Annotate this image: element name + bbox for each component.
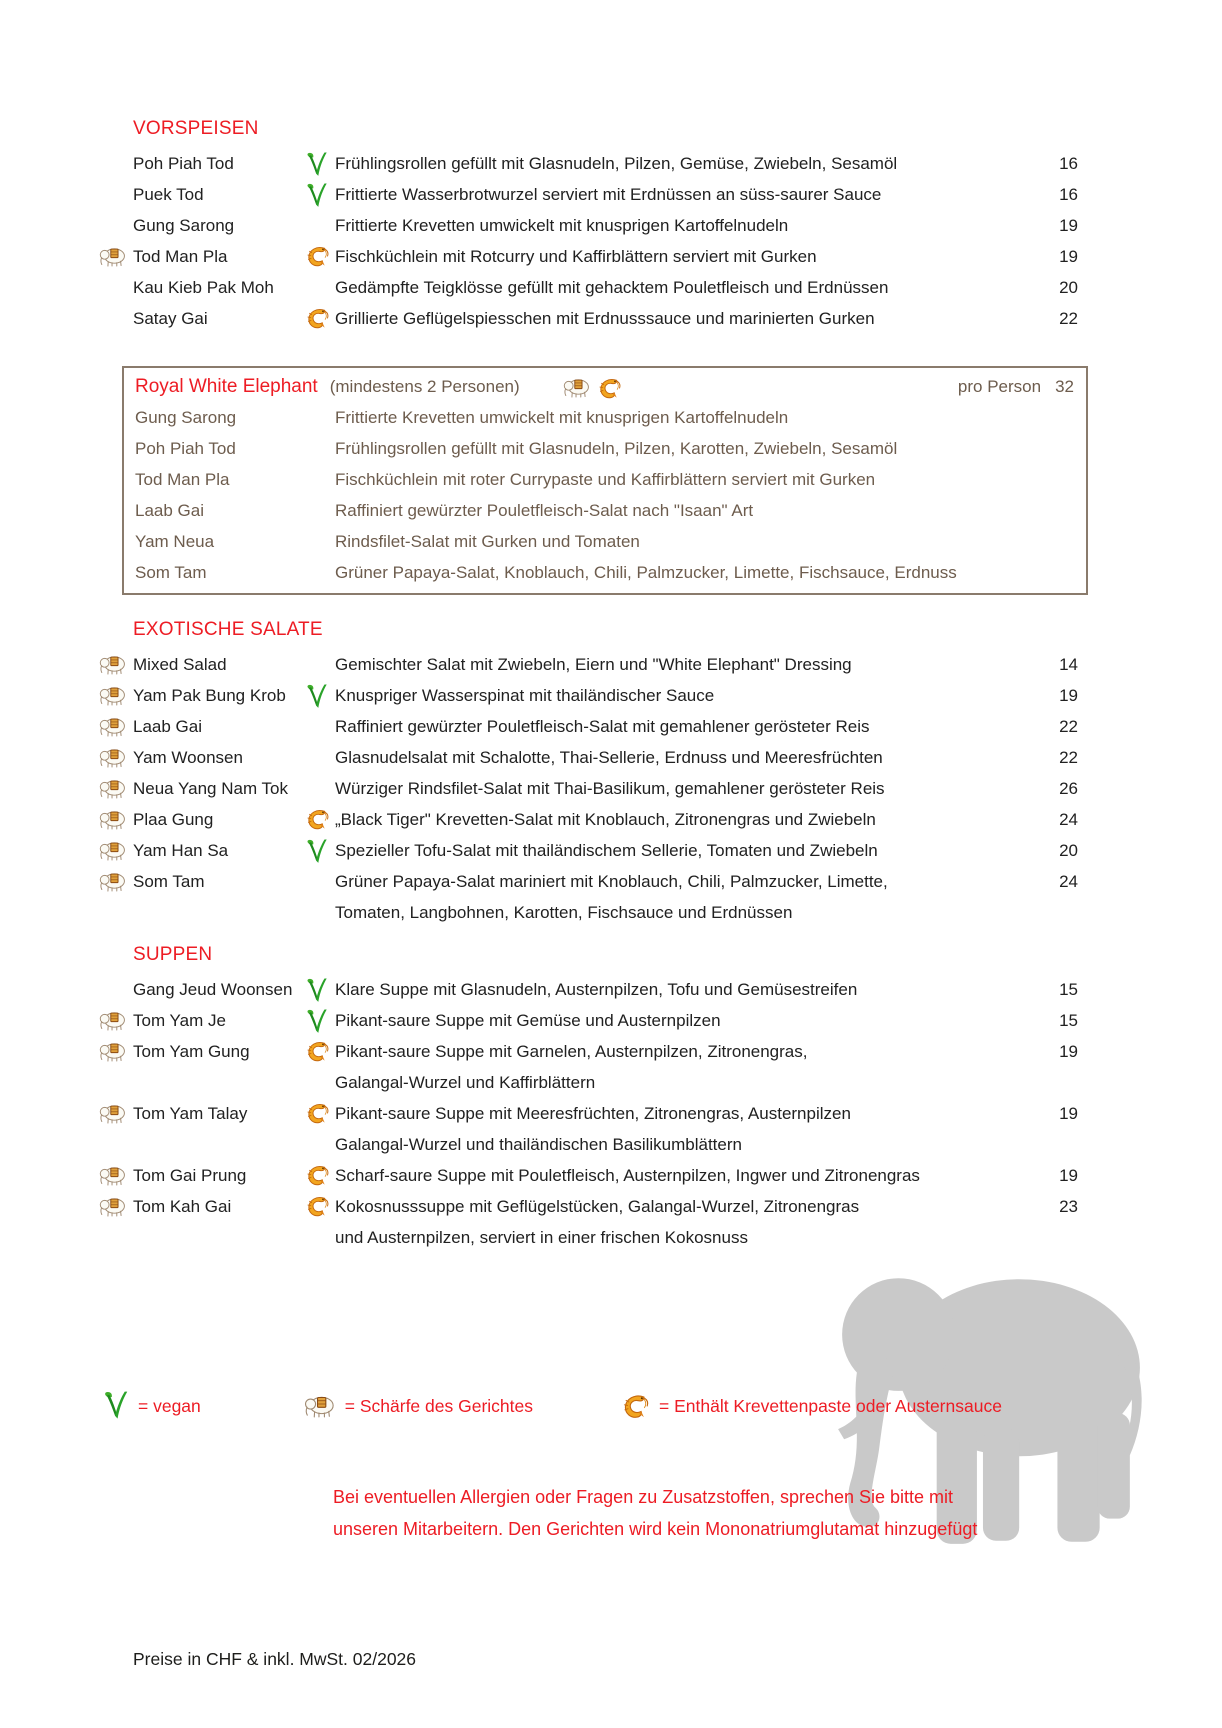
diet-marker-cell (305, 148, 335, 178)
shrimp-icon (305, 245, 335, 268)
dish-price: 26 (1059, 779, 1078, 798)
menu-item-row (98, 773, 1078, 804)
elephant-spicy-icon (98, 716, 133, 737)
diet-marker-cell (305, 272, 335, 276)
dish-description (335, 210, 1033, 241)
dish-description: Fischküchlein mit roter Currypaste und Kaffirblättern serviert mit Gurken (335, 470, 876, 489)
dish-description-line: Pikant-saure Suppe mit Meeresfrüchten, Zitronengras, Austernpilzen (335, 1104, 851, 1123)
dish-description-line: Pikant-saure Suppe mit Gemüse und Austernpilzen (335, 1011, 721, 1030)
elephant-spicy-icon (562, 377, 591, 400)
menu-item-row (98, 649, 1078, 680)
diet-marker-cell (305, 1005, 335, 1035)
dish-description (335, 974, 1033, 1005)
legend-item (102, 1391, 201, 1421)
spicy-marker-cell (98, 1160, 133, 1186)
menu-item-row (98, 303, 1078, 334)
diet-marker-cell (305, 1098, 335, 1125)
diet-marker-cell (305, 303, 335, 330)
royal-box-header (124, 371, 1086, 402)
dish-price: 23 (1059, 1197, 1078, 1216)
dish-name: Tod Man Pla (133, 247, 228, 266)
menu-item-row (98, 1160, 1078, 1191)
dish-price: 24 (1059, 810, 1078, 829)
royal-box-item-row (124, 526, 1086, 557)
diet-marker-cell (305, 179, 335, 209)
vegan-v-icon (305, 183, 335, 209)
per-person-price: 32 (1055, 377, 1074, 396)
dish-description (335, 742, 1033, 773)
dish-description (335, 804, 1033, 835)
spicy-marker-cell (98, 272, 133, 277)
dish-description-line: Frühlingsrollen gefüllt mit Glasnudeln, Pilzen, Gemüse, Zwiebeln, Sesamöl (335, 154, 898, 173)
dish-price: 16 (1059, 154, 1078, 173)
section-title: EXOTISCHE SALATE (133, 619, 323, 640)
royal-box-item-row (124, 495, 1086, 526)
dish-description-line: Grüner Papaya-Salat mariniert mit Knoblauch, Chili, Palmzucker, Limette, (335, 872, 888, 891)
elephant-spicy-icon (98, 1010, 133, 1031)
shrimp-icon (305, 307, 335, 330)
royal-box-item-row (124, 402, 1086, 433)
elephant-spicy-icon (98, 747, 133, 768)
section-exotische-salate (98, 619, 1078, 928)
dish-price: 22 (1059, 717, 1078, 736)
spicy-marker-cell (98, 303, 133, 308)
menu-item-row (98, 866, 1078, 928)
diet-marker-cell (305, 1036, 335, 1063)
vegan-v-icon (305, 684, 335, 710)
elephant-spicy-icon (98, 840, 133, 861)
shrimp-icon (305, 1040, 335, 1063)
dish-description-line: Galangal-Wurzel und Kaffirblättern (335, 1073, 596, 1092)
dish-description (335, 1191, 1033, 1253)
dish-name: Som Tam (135, 563, 207, 582)
menu-item-row (98, 680, 1078, 711)
royal-box-item-row (124, 464, 1086, 495)
dish-description (335, 1098, 1033, 1160)
dish-name: Poh Piah Tod (133, 154, 234, 173)
dish-description: Grüner Papaya-Salat, Knoblauch, Chili, Palmzucker, Limette, Fischsauce, Erdnuss (335, 563, 957, 582)
dish-description-line: Frittierte Krevetten umwickelt mit knusprigen Kartoffelnudeln (335, 216, 789, 235)
dish-price: 19 (1059, 247, 1078, 266)
dish-description-line: Glasnudelsalat mit Schalotte, Thai-Sellerie, Erdnuss und Meeresfrüchten (335, 748, 883, 767)
dish-description (335, 866, 1033, 928)
dish-price: 19 (1059, 1042, 1078, 1061)
dish-name: Tom Yam Je (133, 1011, 226, 1030)
legend-item (303, 1394, 533, 1418)
elephant-spicy-icon (98, 809, 133, 830)
spicy-marker-cell (98, 804, 133, 830)
dish-name: Gang Jeud Woonsen (133, 980, 293, 999)
dish-name: Kau Kieb Pak Moh (133, 278, 274, 297)
dish-description-line: Spezieller Tofu-Salat mit thailändischem Sellerie, Tomaten und Zwiebeln (335, 841, 878, 860)
spicy-marker-cell (98, 711, 133, 737)
menu-item-row (98, 272, 1078, 303)
spicy-marker-cell (98, 835, 133, 861)
diet-marker-cell (305, 974, 335, 1004)
dish-description (335, 773, 1033, 804)
dish-price: 20 (1059, 841, 1078, 860)
dish-name: Poh Piah Tod (135, 439, 236, 458)
diet-marker-cell (305, 866, 335, 870)
dish-description-line: Raffiniert gewürzter Pouletfleisch-Salat mit gemahlener gerösteter Reis (335, 717, 870, 736)
diet-marker-cell (305, 711, 335, 715)
menu-item-row (98, 148, 1078, 179)
dish-description-line: Würziger Rindsfilet-Salat mit Thai-Basilikum, gemahlener gerösteter Reis (335, 779, 885, 798)
dish-description (335, 179, 1033, 210)
dish-name: Yam Pak Bung Krob (133, 686, 286, 705)
dish-price: 16 (1059, 185, 1078, 204)
elephant-spicy-icon (98, 654, 133, 675)
dish-description (335, 241, 1033, 272)
spicy-marker-cell (98, 179, 133, 184)
dish-price: 14 (1059, 655, 1078, 674)
vegan-v-icon (305, 839, 335, 865)
dish-name: Plaa Gung (133, 810, 214, 829)
spicy-marker-cell (98, 148, 133, 153)
dish-description-line: Knuspriger Wasserspinat mit thailändischer Sauce (335, 686, 715, 705)
dish-price: 19 (1059, 216, 1078, 235)
royal-box-subtitle: (mindestens 2 Personen) (329, 377, 520, 396)
dish-description (335, 1005, 1033, 1036)
dish-description: Rindsfilet-Salat mit Gurken und Tomaten (335, 532, 640, 551)
shrimp-icon (305, 1195, 335, 1218)
dish-description: Frühlingsrollen gefüllt mit Glasnudeln, Pilzen, Karotten, Zwiebeln, Sesamöl (335, 439, 898, 458)
dish-price: 19 (1059, 686, 1078, 705)
section-suppen (98, 944, 1078, 1253)
dish-price: 19 (1059, 1166, 1078, 1185)
dish-description-line: Pikant-saure Suppe mit Garnelen, Austernpilzen, Zitronengras, (335, 1042, 808, 1061)
menu-item-row (98, 742, 1078, 773)
vegan-v-icon (305, 152, 335, 178)
menu-item-row (98, 241, 1078, 272)
dish-price: 19 (1059, 1104, 1078, 1123)
spicy-marker-cell (98, 1036, 133, 1062)
menu-item-row (98, 804, 1078, 835)
dish-description (335, 272, 1033, 303)
spicy-marker-cell (98, 742, 133, 768)
menu-item-row (98, 210, 1078, 241)
spicy-marker-cell (98, 773, 133, 799)
dish-description (335, 711, 1033, 742)
section-title: VORSPEISEN (133, 118, 259, 139)
elephant-spicy-icon (98, 1165, 133, 1186)
spicy-marker-cell (98, 649, 133, 675)
dish-name: Puek Tod (133, 185, 204, 204)
menu-item-row (98, 1005, 1078, 1036)
diet-marker-cell (305, 680, 335, 710)
royal-box-price-group (958, 371, 1074, 402)
elephant-spicy-icon (98, 1041, 133, 1062)
dish-description-line: Gemischter Salat mit Zwiebeln, Eiern und "White Elephant" Dressing (335, 655, 852, 674)
shrimp-icon (305, 1164, 335, 1187)
dish-price: 20 (1059, 278, 1078, 297)
diet-marker-cell (305, 773, 335, 777)
menu-item-row (98, 711, 1078, 742)
dish-price: 15 (1059, 980, 1078, 999)
legend-label: = Schärfe des Gerichtes (344, 1395, 533, 1416)
diet-marker-cell (305, 241, 335, 268)
shrimp-icon (621, 1393, 650, 1420)
menu-item-row (98, 974, 1078, 1005)
dish-description (335, 1036, 1033, 1098)
diet-marker-cell (305, 649, 335, 653)
dish-name: Laab Gai (133, 717, 202, 736)
diet-marker-cell (305, 1160, 335, 1187)
dish-name: Yam Neua (135, 532, 215, 551)
vegan-v-icon (102, 1391, 129, 1421)
spicy-marker-cell (98, 210, 133, 215)
section-title: SUPPEN (133, 944, 213, 965)
dish-description-line: Tomaten, Langbohnen, Karotten, Fischsauce und Erdnüssen (335, 903, 793, 922)
allergy-note-line: Bei eventuellen Allergien oder Fragen zu Zusatzstoffen, sprechen Sie bitte mit (333, 1487, 954, 1507)
dish-price: 15 (1059, 1011, 1078, 1030)
legend-row (98, 1391, 1078, 1421)
dish-name: Yam Woonsen (133, 748, 243, 767)
dish-description-line: Frittierte Wasserbrotwurzel serviert mit Erdnüssen an süss-saurer Sauce (335, 185, 882, 204)
royal-box-title: Royal White Elephant (135, 376, 318, 397)
dish-name: Neua Yang Nam Tok (133, 779, 288, 798)
dish-description: Frittierte Krevetten umwickelt mit knusprigen Kartoffelnudeln (335, 408, 789, 427)
dish-name: Tod Man Pla (135, 470, 230, 489)
dish-description-line: und Austernpilzen, serviert in einer frischen Kokosnuss (335, 1228, 748, 1247)
legend-label: = vegan (138, 1395, 201, 1416)
elephant-spicy-icon (98, 1103, 133, 1124)
spicy-marker-cell (98, 1191, 133, 1217)
section-vorspeisen (98, 118, 1078, 334)
shrimp-icon (597, 377, 622, 400)
dish-name: Gung Sarong (135, 408, 237, 427)
dish-description-line: Grillierte Geflügelspiesschen mit Erdnusssauce und marinierten Gurken (335, 309, 875, 328)
dish-name: Tom Yam Talay (133, 1104, 248, 1123)
diet-marker-cell (305, 742, 335, 746)
dish-name: Mixed Salad (133, 655, 227, 674)
dish-description-line: „Black Tiger" Krevetten-Salat mit Knoblauch, Zitronengras und Zwiebeln (335, 810, 876, 829)
per-person-label: pro Person (957, 377, 1042, 396)
dish-name: Laab Gai (135, 501, 204, 520)
dish-name: Tom Yam Gung (133, 1042, 250, 1061)
dish-name: Gung Sarong (133, 216, 235, 235)
dish-description-line: Klare Suppe mit Glasnudeln, Austernpilzen, Tofu und Gemüsestreifen (335, 980, 858, 999)
dish-description (335, 148, 1033, 179)
elephant-spicy-icon (98, 778, 133, 799)
dish-description-line: Fischküchlein mit Rotcurry und Kaffirblättern serviert mit Gurken (335, 247, 817, 266)
menu-item-row (98, 1036, 1078, 1098)
royal-box-item-row (124, 433, 1086, 464)
royal-box-item-row (124, 557, 1086, 588)
diet-marker-cell (305, 835, 335, 865)
elephant-spicy-icon (98, 685, 133, 706)
legend-item (621, 1393, 1002, 1420)
price-footer: Preise in CHF & inkl. MwSt. 02/2026 (133, 1649, 417, 1669)
dish-description (335, 1160, 1033, 1191)
dish-description (335, 680, 1033, 711)
elephant-spicy-icon (98, 871, 133, 892)
dish-price: 22 (1059, 309, 1078, 328)
vegan-v-icon (305, 1009, 335, 1035)
legend-label: = Enthält Krevettenpaste oder Austernsauce (659, 1395, 1002, 1416)
royal-box-icons (562, 377, 622, 400)
spicy-marker-cell (98, 1005, 133, 1031)
elephant-spicy-icon (303, 1394, 336, 1418)
diet-marker-cell (305, 1191, 335, 1218)
diet-marker-cell (305, 804, 335, 831)
dish-name: Tom Kah Gai (133, 1197, 232, 1216)
spicy-marker-cell (98, 866, 133, 892)
dish-name: Tom Gai Prung (133, 1166, 247, 1185)
dish-description (335, 835, 1033, 866)
dish-name: Yam Han Sa (133, 841, 229, 860)
dish-description-line: Gedämpfte Teigklösse gefüllt mit gehacktem Pouletfleisch und Erdnüssen (335, 278, 889, 297)
shrimp-icon (305, 1102, 335, 1125)
menu-item-row (98, 1098, 1078, 1160)
dish-description-line: Kokosnusssuppe mit Geflügelstücken, Galangal-Wurzel, Zitronengras (335, 1197, 860, 1216)
spicy-marker-cell (98, 680, 133, 706)
dish-description-line: Galangal-Wurzel und thailändischen Basilikumblättern (335, 1135, 742, 1154)
dish-description: Raffiniert gewürzter Pouletfleisch-Salat nach "Isaan" Art (335, 501, 754, 520)
royal-white-elephant-box (122, 366, 1088, 595)
vegan-v-icon (305, 978, 335, 1004)
spicy-marker-cell (98, 241, 133, 267)
elephant-spicy-icon (98, 246, 133, 267)
dish-description (335, 649, 1033, 680)
spicy-marker-cell (98, 974, 133, 979)
spicy-marker-cell (98, 1098, 133, 1124)
dish-description-line: Scharf-saure Suppe mit Pouletfleisch, Austernpilzen, Ingwer und Zitronengras (335, 1166, 920, 1185)
dish-price: 22 (1059, 748, 1078, 767)
menu-item-row (98, 179, 1078, 210)
allergy-note (333, 1481, 1078, 1545)
royal-box-items (124, 402, 1086, 588)
dish-description (335, 303, 1033, 334)
dish-name: Som Tam (133, 872, 205, 891)
diet-marker-cell (305, 210, 335, 214)
menu-item-row (98, 1191, 1078, 1253)
allergy-note-line: unseren Mitarbeitern. Den Gerichten wird kein Mononatriumglutamat hinzugefügt (333, 1519, 978, 1539)
dish-price: 24 (1059, 872, 1078, 891)
shrimp-icon (305, 808, 335, 831)
dish-name: Satay Gai (133, 309, 208, 328)
menu-item-row (98, 835, 1078, 866)
elephant-spicy-icon (98, 1196, 133, 1217)
